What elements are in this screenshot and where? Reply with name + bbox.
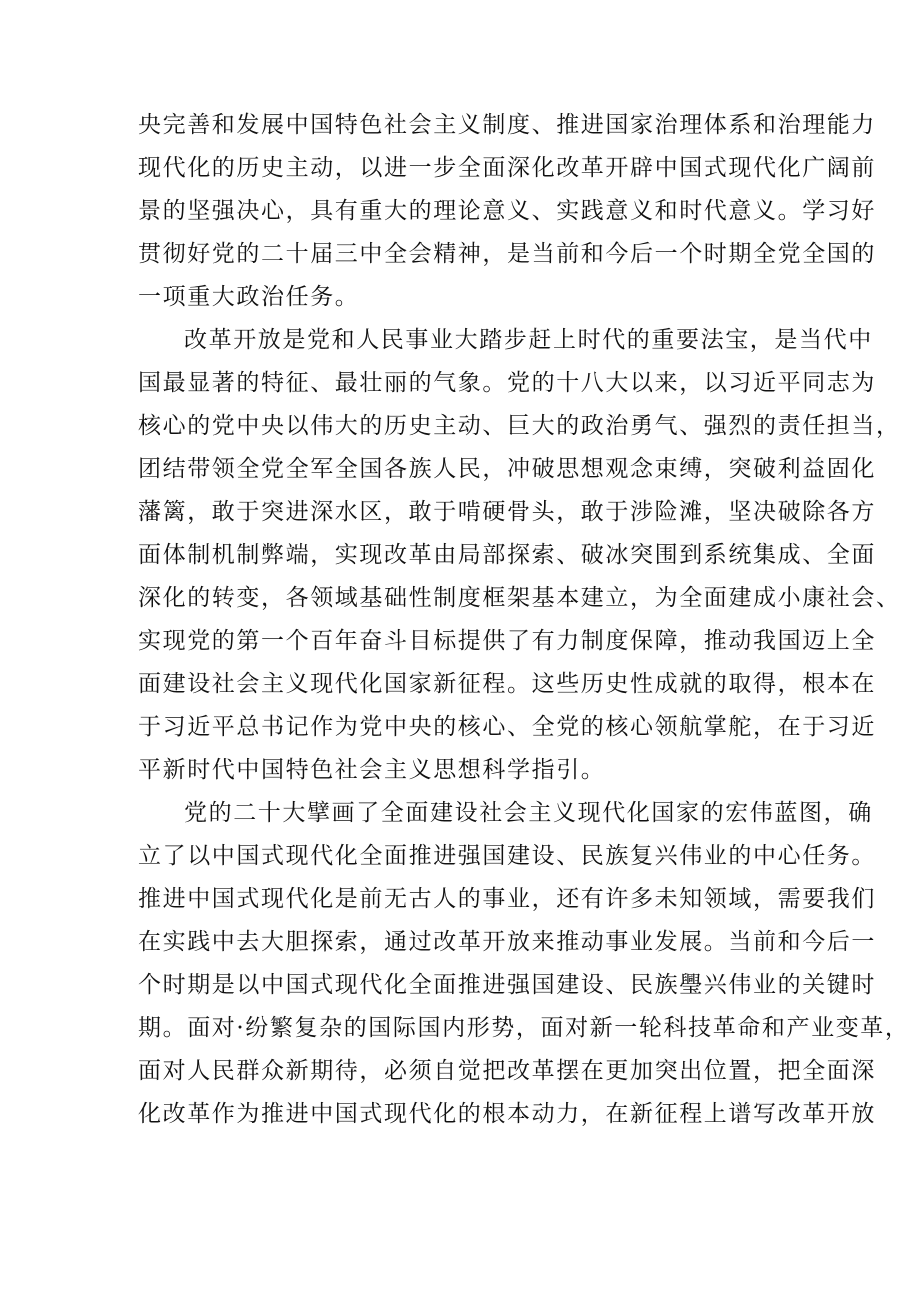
text-line: 贯彻好党的二十届三中全会精神，是当前和今后一个时期全党全国的 [138, 241, 876, 267]
paragraph-2 [138, 319, 901, 792]
text-line: 化改革作为推进中国式现代化的根本动力，在新征程上谱写改革开放 [138, 1101, 876, 1127]
text-line: 党的二十大擘画了全面建设社会主义现代化国家的宏伟蓝图，确 [184, 800, 873, 826]
text-line: 团结带领全党全军全国各族人民，冲破思想观念束缚，突破利益固化 [138, 456, 876, 482]
text-line: 核心的党中央以伟大的历史主动、巨大的政治勇气、强烈的责任担当， [138, 413, 901, 439]
text-line: 央完善和发展中国特色社会主义制度、推进国家治理体系和治理能力 [138, 112, 876, 138]
text-line: 国最显著的特征、最壮丽的气象。党的十八大以来，以习近平同志为 [138, 370, 876, 396]
text-line: 立了以中国式现代化全面推进强国建设、民族复兴伟业的中心任务。 [138, 843, 876, 869]
text-line: 面体制机制弊端，实现改革由局部探索、破冰突围到系统集成、全面 [138, 542, 876, 568]
text-line: 景的坚强决心，具有重大的理论意义、实践意义和时代意义。学习好 [138, 198, 876, 224]
text-line: 藩篱，敢于突进深水区，敢于啃硬骨头，敢于涉险滩，坚决破除各方 [138, 499, 876, 525]
text-line: 面对人民群众新期待，必须自觉把改革摆在更加突出位置，把全面深 [138, 1058, 876, 1084]
text-line: 平新时代中国特色社会主义思想科学指引。 [138, 757, 606, 783]
text-line: 期。面对·纷繁复杂的国际国内形势，面对新一轮科技革命和产业变革， [138, 1015, 910, 1041]
body-text [138, 104, 910, 1136]
text-line: 一项重大政治任务。 [138, 284, 360, 310]
text-line: 于习近平总书记作为党中央的核心、全党的核心领航掌舵，在于习近 [138, 714, 876, 740]
text-line: 改革开放是党和人民事业大踏步赶上时代的重要法宝，是当代中 [184, 327, 873, 353]
text-line: 面建设社会主义现代化国家新征程。这些历史性成就的取得，根本在 [138, 671, 876, 697]
paragraph-3 [138, 792, 910, 1136]
text-line: 实现党的第一个百年奋斗目标提供了有力制度保障，推动我国迈上全 [138, 628, 876, 654]
text-line: 个时期是以中国式现代化全面推进强国建设、民族璺兴伟业的关键时 [138, 972, 876, 998]
text-line: 现代化的历史主动，以进一步全面深化改革开辟中国式现代化广阔前 [138, 155, 876, 181]
paragraph-1 [138, 104, 876, 319]
text-line: 推进中国式现代化是前无古人的事业，还有许多未知领域，需要我们 [138, 886, 876, 912]
text-line: 深化的转变，各领域基础性制度框架基本建立，为全面建成小康社会、 [138, 585, 901, 611]
text-line: 在实践中去大胆探索，通过改革开放来推动事业发展。当前和今后一 [138, 929, 876, 955]
